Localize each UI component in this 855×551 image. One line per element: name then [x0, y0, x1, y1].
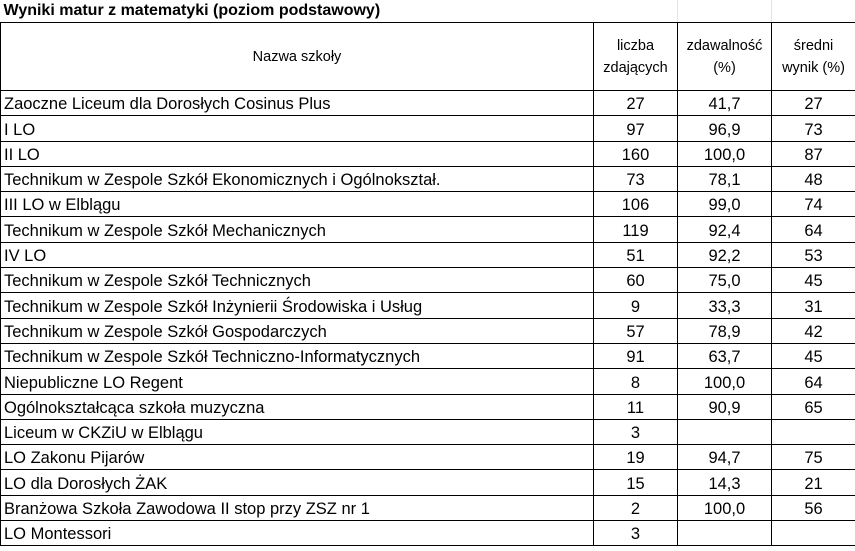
average-score-cell[interactable] — [772, 419, 855, 444]
pass-rate-cell[interactable]: 99,0 — [678, 192, 772, 217]
exam-count-cell[interactable]: 11 — [594, 394, 678, 419]
table-row — [1, 318, 855, 343]
table-title[interactable]: Wyniki matur z matematyki (poziom podstawowy) — [1, 0, 594, 23]
table-row — [1, 369, 855, 394]
table-row — [1, 419, 855, 444]
school-name-cell[interactable]: LO Zakonu Pijarów — [1, 445, 594, 470]
table-row — [1, 293, 855, 318]
empty-cell[interactable] — [594, 0, 678, 23]
pass-rate-cell[interactable] — [678, 419, 772, 444]
table-row — [1, 470, 855, 495]
table-row — [1, 91, 855, 116]
average-score-cell[interactable]: 27 — [772, 91, 855, 116]
pass-rate-cell[interactable]: 100,0 — [678, 495, 772, 520]
pass-rate-cell[interactable]: 90,9 — [678, 394, 772, 419]
title-row — [1, 0, 855, 23]
exam-count-cell[interactable]: 3 — [594, 419, 678, 444]
pass-rate-cell[interactable]: 75,0 — [678, 268, 772, 293]
school-name-cell[interactable]: Technikum w Zespole Szkół Technicznych — [1, 268, 594, 293]
header-average-score-line2: wynik (%) — [782, 59, 845, 76]
school-name-cell[interactable]: Technikum w Zespole Szkół Mechanicznych — [1, 217, 594, 242]
table-row — [1, 166, 855, 191]
average-score-cell[interactable]: 31 — [772, 293, 855, 318]
header-exam-count[interactable] — [594, 23, 678, 91]
table-row — [1, 242, 855, 267]
exam-count-cell[interactable]: 73 — [594, 166, 678, 191]
table-row — [1, 116, 855, 141]
average-score-cell[interactable]: 87 — [772, 141, 855, 166]
exam-count-cell[interactable]: 57 — [594, 318, 678, 343]
exam-count-cell[interactable]: 106 — [594, 192, 678, 217]
table-row — [1, 495, 855, 520]
pass-rate-cell[interactable]: 78,1 — [678, 166, 772, 191]
exam-count-cell[interactable]: 160 — [594, 141, 678, 166]
average-score-cell[interactable]: 42 — [772, 318, 855, 343]
pass-rate-cell[interactable]: 92,2 — [678, 242, 772, 267]
average-score-cell[interactable]: 74 — [772, 192, 855, 217]
pass-rate-cell[interactable]: 92,4 — [678, 217, 772, 242]
exam-count-cell[interactable]: 27 — [594, 91, 678, 116]
header-school-name[interactable] — [1, 23, 594, 91]
exam-count-cell[interactable]: 91 — [594, 343, 678, 368]
table-row — [1, 192, 855, 217]
header-exam-count-line2: zdających — [603, 59, 668, 76]
header-pass-rate-line2: (%) — [713, 59, 736, 76]
header-pass-rate-line1: zdawalność — [686, 37, 763, 54]
table-row — [1, 268, 855, 293]
exam-count-cell[interactable]: 60 — [594, 268, 678, 293]
average-score-cell[interactable]: 73 — [772, 116, 855, 141]
table-row — [1, 394, 855, 419]
school-name-cell[interactable]: Technikum w Zespole Szkół Ekonomicznych i Ogólnokształ. — [1, 166, 594, 191]
pass-rate-cell[interactable]: 96,9 — [678, 116, 772, 141]
exam-count-cell[interactable]: 97 — [594, 116, 678, 141]
school-name-cell[interactable]: Technikum w Zespole Szkół Gospodarczych — [1, 318, 594, 343]
header-row — [1, 23, 855, 91]
exam-count-cell[interactable]: 3 — [594, 521, 678, 546]
average-score-cell[interactable]: 64 — [772, 369, 855, 394]
average-score-cell[interactable]: 48 — [772, 166, 855, 191]
table-row — [1, 343, 855, 368]
exam-count-cell[interactable]: 2 — [594, 495, 678, 520]
school-name-cell[interactable]: Technikum w Zespole Szkół Techniczno-Informatycznych — [1, 343, 594, 368]
pass-rate-cell[interactable]: 94,7 — [678, 445, 772, 470]
table-row — [1, 217, 855, 242]
school-name-cell[interactable]: LO Montessori — [1, 521, 594, 546]
header-exam-count-line1: liczba — [616, 37, 655, 54]
exam-count-cell[interactable]: 15 — [594, 470, 678, 495]
average-score-cell[interactable]: 21 — [772, 470, 855, 495]
school-name-cell[interactable]: I LO — [1, 116, 594, 141]
average-score-cell[interactable]: 45 — [772, 343, 855, 368]
empty-cell[interactable] — [678, 0, 772, 23]
school-name-cell[interactable]: Technikum w Zespole Szkół Inżynierii Środowiska i Usług — [1, 293, 594, 318]
header-school-name-label: Nazwa szkoły — [252, 48, 342, 65]
school-name-cell[interactable]: LO dla Dorosłych ŻAK — [1, 470, 594, 495]
table-row — [1, 141, 855, 166]
pass-rate-cell[interactable]: 14,3 — [678, 470, 772, 495]
exam-count-cell[interactable]: 8 — [594, 369, 678, 394]
table-row — [1, 445, 855, 470]
exam-count-cell[interactable]: 19 — [594, 445, 678, 470]
school-name-cell[interactable]: Ogólnokształcąca szkoła muzyczna — [1, 394, 594, 419]
average-score-cell[interactable]: 56 — [772, 495, 855, 520]
school-name-cell[interactable]: III LO w Elblągu — [1, 192, 594, 217]
average-score-cell[interactable]: 64 — [772, 217, 855, 242]
pass-rate-cell[interactable]: 63,7 — [678, 343, 772, 368]
average-score-cell[interactable]: 45 — [772, 268, 855, 293]
header-pass-rate[interactable] — [678, 23, 772, 91]
exam-count-cell[interactable]: 9 — [594, 293, 678, 318]
school-name-cell[interactable]: Niepubliczne LO Regent — [1, 369, 594, 394]
pass-rate-cell[interactable]: 41,7 — [678, 91, 772, 116]
pass-rate-cell[interactable]: 78,9 — [678, 318, 772, 343]
pass-rate-cell[interactable]: 33,3 — [678, 293, 772, 318]
school-name-cell[interactable]: Liceum w CKZiU w Elblągu — [1, 419, 594, 444]
empty-cell[interactable] — [772, 0, 855, 23]
average-score-cell[interactable]: 53 — [772, 242, 855, 267]
pass-rate-cell[interactable]: 100,0 — [678, 369, 772, 394]
school-name-cell[interactable]: II LO — [1, 141, 594, 166]
exam-count-cell[interactable]: 119 — [594, 217, 678, 242]
average-score-cell[interactable]: 75 — [772, 445, 855, 470]
school-name-cell[interactable]: Zaoczne Liceum dla Dorosłych Cosinus Plus — [1, 91, 594, 116]
school-name-cell[interactable]: Branżowa Szkoła Zawodowa II stop przy ZSZ nr 1 — [1, 495, 594, 520]
school-name-cell[interactable]: IV LO — [1, 242, 594, 267]
pass-rate-cell[interactable] — [678, 521, 772, 546]
exam-count-cell[interactable]: 51 — [594, 242, 678, 267]
average-score-cell[interactable]: 65 — [772, 394, 855, 419]
header-average-score[interactable] — [772, 23, 855, 91]
average-score-cell[interactable] — [772, 521, 855, 546]
pass-rate-cell[interactable]: 100,0 — [678, 141, 772, 166]
table-row — [1, 521, 855, 546]
header-average-score-line1: średni — [793, 37, 834, 54]
